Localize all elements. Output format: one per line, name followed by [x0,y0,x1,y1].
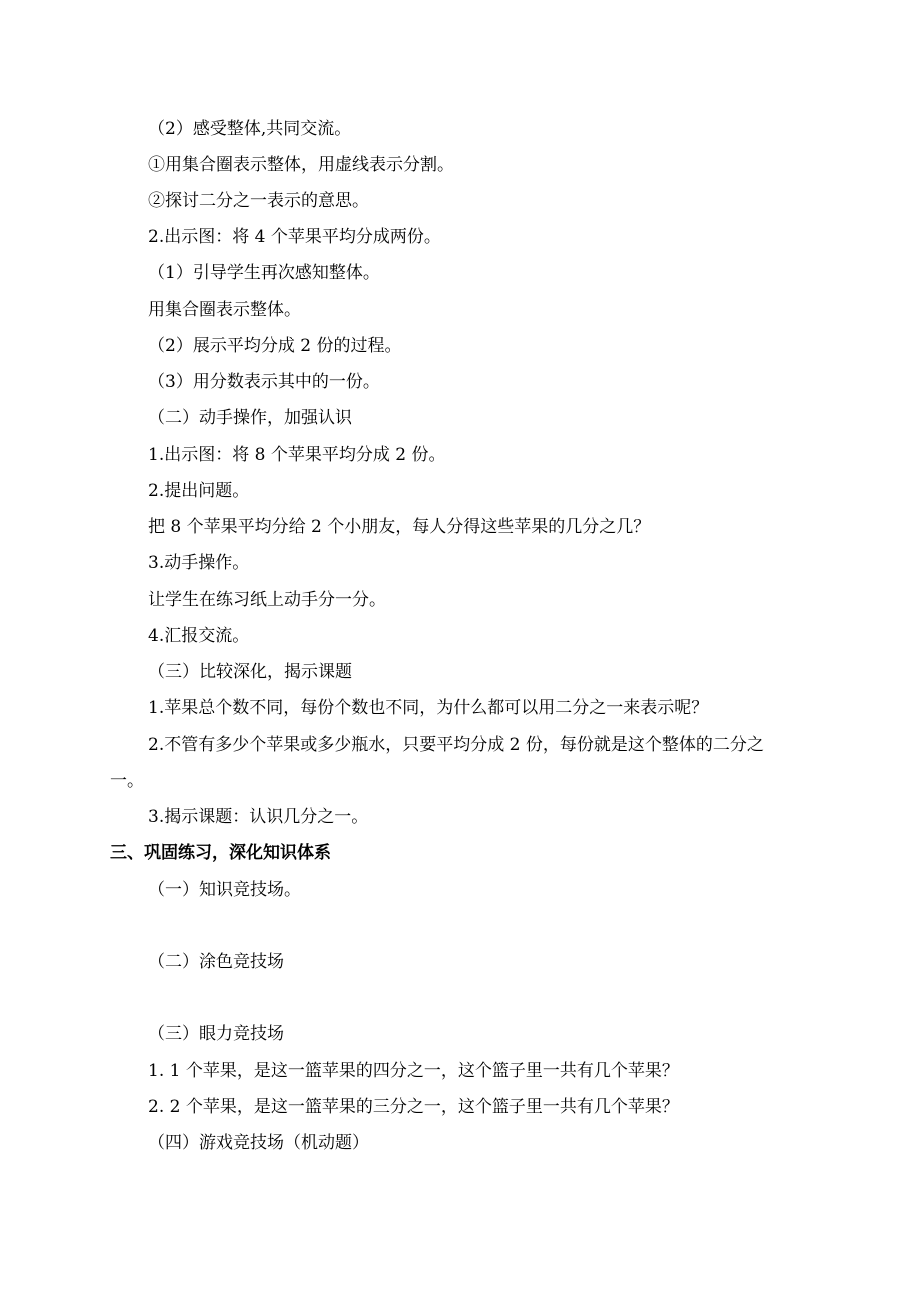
paragraph-line: ①用集合圈表示整体，用虚线表示分割。 [148,155,454,175]
section-heading: 三、巩固练习，深化知识体系 [110,843,331,863]
subsection-heading: （三）眼力竞技场 [148,1024,284,1044]
subsection-heading: （二）动手操作，加强认识 [148,408,352,428]
paragraph-line: 让学生在练习纸上动手分一分。 [148,590,386,610]
paragraph-line: （1）引导学生再次感知整体。 [148,263,380,283]
paragraph-line: 1.出示图：将 8 个苹果平均分成 2 份。 [148,445,446,465]
paragraph-line: 2.出示图：将 4 个苹果平均分成两份。 [148,227,441,247]
paragraph-line: 2. 2 个苹果，是这一篮苹果的三分之一，这个篮子里一共有几个苹果？ [148,1097,679,1117]
paragraph-line-continuation: 一。 [110,771,144,791]
paragraph-line: 3.动手操作。 [148,553,250,573]
paragraph-line: 4.汇报交流。 [148,626,250,646]
paragraph-line: （3）用分数表示其中的一份。 [148,372,380,392]
paragraph-line: 2.提出问题。 [148,481,250,501]
subsection-heading: （一）知识竞技场。 [148,880,301,900]
subsection-heading: （四）游戏竞技场（机动题） [148,1133,369,1153]
paragraph-line: 1. 1 个苹果，是这一篮苹果的四分之一，这个篮子里一共有几个苹果？ [148,1061,679,1081]
paragraph-line: 2.不管有多少个苹果或多少瓶水，只要平均分成 2 份，每份就是这个整体的二分之 [148,735,764,755]
paragraph-line: 3.揭示课题：认识几分之一。 [148,807,369,827]
paragraph-line: 用集合圈表示整体。 [148,300,301,320]
subsection-heading: （三）比较深化，揭示课题 [148,662,352,682]
paragraph-line: 1.苹果总个数不同，每份个数也不同，为什么都可以用二分之一来表示呢？ [148,698,709,718]
paragraph-line: （2）展示平均分成 2 份的过程。 [148,336,402,356]
paragraph-line: （2）感受整体,共同交流。 [148,119,352,139]
paragraph-line: 把 8 个苹果平均分给 2 个小朋友，每人分得这些苹果的几分之几？ [148,517,651,537]
paragraph-line: ②探讨二分之一表示的意思。 [148,191,369,211]
subsection-heading: （二）涂色竞技场 [148,952,284,972]
